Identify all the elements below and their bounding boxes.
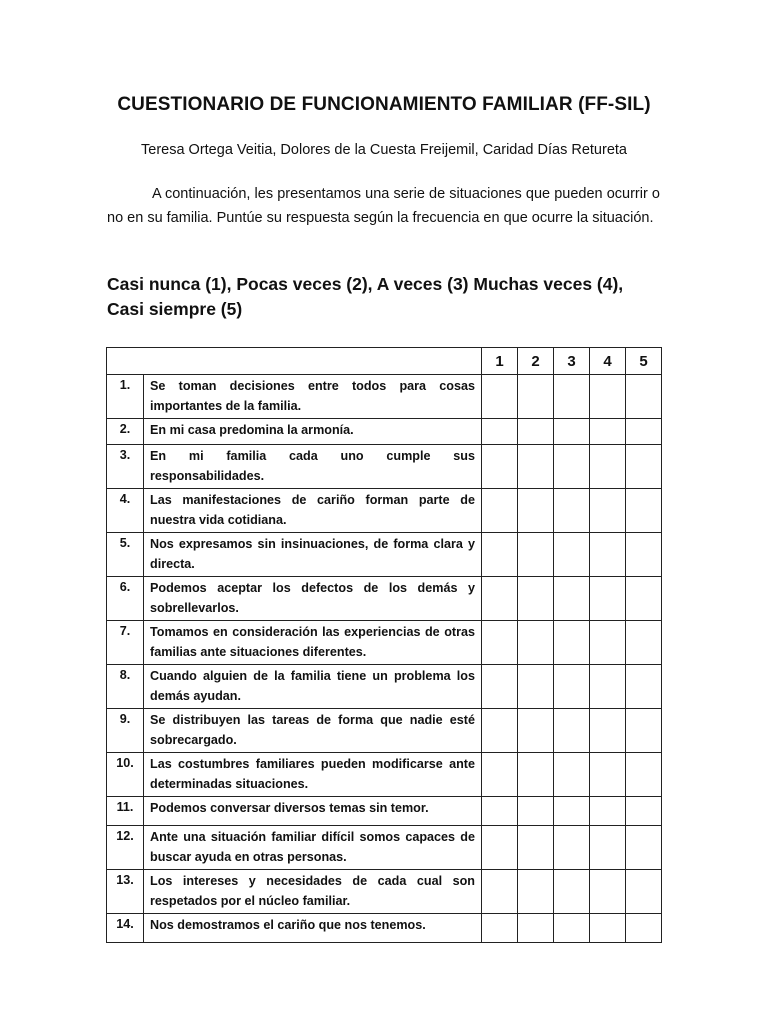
document-title: CUESTIONARIO DE FUNCIONAMIENTO FAMILIAR (FF-SIL) <box>117 94 651 115</box>
answer-cell-option-2[interactable] <box>518 870 554 914</box>
item-number: 2. <box>107 419 144 445</box>
item-number: 9. <box>107 709 144 753</box>
answer-cell-option-5[interactable] <box>626 826 662 870</box>
item-statement: Las costumbres familiares pueden modificarse ante determinadas situaciones. <box>144 753 482 797</box>
header-option-4: 4 <box>590 348 626 375</box>
header-blank-cell <box>107 348 482 375</box>
answer-cell-option-3[interactable] <box>554 709 590 753</box>
item-number: 3. <box>107 445 144 489</box>
answer-cell-option-3[interactable] <box>554 826 590 870</box>
table-row <box>107 445 662 489</box>
answer-cell-option-4[interactable] <box>590 797 626 826</box>
item-number: 8. <box>107 665 144 709</box>
answer-cell-option-1[interactable] <box>482 533 518 577</box>
item-number: 5. <box>107 533 144 577</box>
item-statement: Cuando alguien de la familia tiene un problema los demás ayudan. <box>144 665 482 709</box>
answer-cell-option-1[interactable] <box>482 870 518 914</box>
answer-cell-option-4[interactable] <box>590 753 626 797</box>
answer-cell-option-2[interactable] <box>518 445 554 489</box>
item-statement: Podemos aceptar los defectos de los demás y sobrellevarlos. <box>144 577 482 621</box>
header-option-3: 3 <box>554 348 590 375</box>
table-row <box>107 621 662 665</box>
answer-cell-option-2[interactable] <box>518 709 554 753</box>
answer-cell-option-4[interactable] <box>590 533 626 577</box>
questionnaire-table <box>106 347 662 943</box>
answer-cell-option-2[interactable] <box>518 621 554 665</box>
answer-cell-option-1[interactable] <box>482 709 518 753</box>
answer-cell-option-4[interactable] <box>590 375 626 419</box>
table-row <box>107 577 662 621</box>
answer-cell-option-3[interactable] <box>554 914 590 943</box>
answer-cell-option-5[interactable] <box>626 621 662 665</box>
answer-cell-option-3[interactable] <box>554 621 590 665</box>
answer-cell-option-2[interactable] <box>518 375 554 419</box>
table-row <box>107 665 662 709</box>
intro-paragraph: A continuación, les presentamos una serie de situaciones que pueden ocurrir o no en su familia. Puntúe su respuesta según la frecuencia en que ocurre la situación. <box>107 186 660 226</box>
answer-cell-option-3[interactable] <box>554 797 590 826</box>
answer-cell-option-1[interactable] <box>482 489 518 533</box>
item-number: 12. <box>107 826 144 870</box>
answer-cell-option-2[interactable] <box>518 533 554 577</box>
answer-cell-option-1[interactable] <box>482 665 518 709</box>
answer-cell-option-5[interactable] <box>626 870 662 914</box>
answer-cell-option-4[interactable] <box>590 914 626 943</box>
answer-cell-option-2[interactable] <box>518 914 554 943</box>
item-statement: Se toman decisiones entre todos para cosas importantes de la familia. <box>144 375 482 419</box>
table-row <box>107 709 662 753</box>
answer-cell-option-3[interactable] <box>554 489 590 533</box>
answer-cell-option-3[interactable] <box>554 665 590 709</box>
table-row <box>107 533 662 577</box>
answer-cell-option-3[interactable] <box>554 753 590 797</box>
answer-cell-option-1[interactable] <box>482 445 518 489</box>
answer-cell-option-3[interactable] <box>554 533 590 577</box>
answer-cell-option-3[interactable] <box>554 419 590 445</box>
item-number: 7. <box>107 621 144 665</box>
answer-cell-option-3[interactable] <box>554 577 590 621</box>
answer-cell-option-4[interactable] <box>590 709 626 753</box>
answer-cell-option-5[interactable] <box>626 665 662 709</box>
table-row <box>107 826 662 870</box>
answer-cell-option-5[interactable] <box>626 709 662 753</box>
answer-cell-option-5[interactable] <box>626 489 662 533</box>
answer-cell-option-3[interactable] <box>554 375 590 419</box>
item-number: 10. <box>107 753 144 797</box>
table-row <box>107 419 662 445</box>
answer-cell-option-5[interactable] <box>626 577 662 621</box>
table-row <box>107 914 662 943</box>
answer-cell-option-1[interactable] <box>482 797 518 826</box>
answer-cell-option-5[interactable] <box>626 914 662 943</box>
header-option-5: 5 <box>626 348 662 375</box>
item-number: 14. <box>107 914 144 943</box>
item-number: 13. <box>107 870 144 914</box>
answer-cell-option-1[interactable] <box>482 621 518 665</box>
answer-cell-option-2[interactable] <box>518 797 554 826</box>
item-statement: Se distribuyen las tareas de forma que nadie esté sobrecargado. <box>144 709 482 753</box>
answer-cell-option-4[interactable] <box>590 445 626 489</box>
item-statement: Nos expresamos sin insinuaciones, de forma clara y directa. <box>144 533 482 577</box>
answer-cell-option-1[interactable] <box>482 375 518 419</box>
answer-cell-option-5[interactable] <box>626 533 662 577</box>
answer-cell-option-2[interactable] <box>518 826 554 870</box>
item-number: 11. <box>107 797 144 826</box>
table-row <box>107 489 662 533</box>
answer-cell-option-4[interactable] <box>590 577 626 621</box>
scale-legend-line-2: Casi siempre (5) <box>107 299 243 319</box>
answer-cell-option-1[interactable] <box>482 419 518 445</box>
scale-legend <box>107 272 667 322</box>
answer-cell-option-5[interactable] <box>626 419 662 445</box>
answer-cell-option-5[interactable] <box>626 375 662 419</box>
document-authors: Teresa Ortega Veitia, Dolores de la Cuesta Freijemil, Caridad Días Retureta <box>141 142 627 158</box>
answer-cell-option-4[interactable] <box>590 489 626 533</box>
answer-cell-option-2[interactable] <box>518 753 554 797</box>
item-number: 1. <box>107 375 144 419</box>
item-statement: En mi familia cada uno cumple sus responsabilidades. <box>144 445 482 489</box>
answer-cell-option-5[interactable] <box>626 753 662 797</box>
item-statement: Ante una situación familiar difícil somos capaces de buscar ayuda en otras personas. <box>144 826 482 870</box>
item-statement: Las manifestaciones de cariño forman parte de nuestra vida cotidiana. <box>144 489 482 533</box>
answer-cell-option-4[interactable] <box>590 665 626 709</box>
scale-legend-line-1: Casi nunca (1), Pocas veces (2), A veces (3) Muchas veces (4), <box>107 274 624 294</box>
answer-cell-option-4[interactable] <box>590 826 626 870</box>
header-option-2: 2 <box>518 348 554 375</box>
item-statement: Tomamos en consideración las experiencias de otras familias ante situaciones diferentes. <box>144 621 482 665</box>
answer-cell-option-1[interactable] <box>482 914 518 943</box>
answer-cell-option-4[interactable] <box>590 621 626 665</box>
answer-cell-option-3[interactable] <box>554 445 590 489</box>
answer-cell-option-2[interactable] <box>518 419 554 445</box>
item-statement: Podemos conversar diversos temas sin temor. <box>144 797 482 826</box>
item-statement: En mi casa predomina la armonía. <box>144 419 482 445</box>
item-number: 4. <box>107 489 144 533</box>
answer-cell-option-4[interactable] <box>590 419 626 445</box>
answer-cell-option-2[interactable] <box>518 489 554 533</box>
table-row <box>107 375 662 419</box>
table-row <box>107 870 662 914</box>
answer-cell-option-1[interactable] <box>482 826 518 870</box>
answer-cell-option-1[interactable] <box>482 753 518 797</box>
table-row <box>107 753 662 797</box>
answer-cell-option-3[interactable] <box>554 870 590 914</box>
item-statement: Nos demostramos el cariño que nos tenemos. <box>144 914 482 943</box>
answer-cell-option-5[interactable] <box>626 797 662 826</box>
item-number: 6. <box>107 577 144 621</box>
answer-cell-option-1[interactable] <box>482 577 518 621</box>
table-row <box>107 797 662 826</box>
table-header-row <box>107 348 662 375</box>
answer-cell-option-4[interactable] <box>590 870 626 914</box>
questionnaire-body <box>107 375 662 943</box>
item-statement: Los intereses y necesidades de cada cual son respetados por el núcleo familiar. <box>144 870 482 914</box>
answer-cell-option-5[interactable] <box>626 445 662 489</box>
header-option-1: 1 <box>482 348 518 375</box>
answer-cell-option-2[interactable] <box>518 577 554 621</box>
answer-cell-option-2[interactable] <box>518 665 554 709</box>
